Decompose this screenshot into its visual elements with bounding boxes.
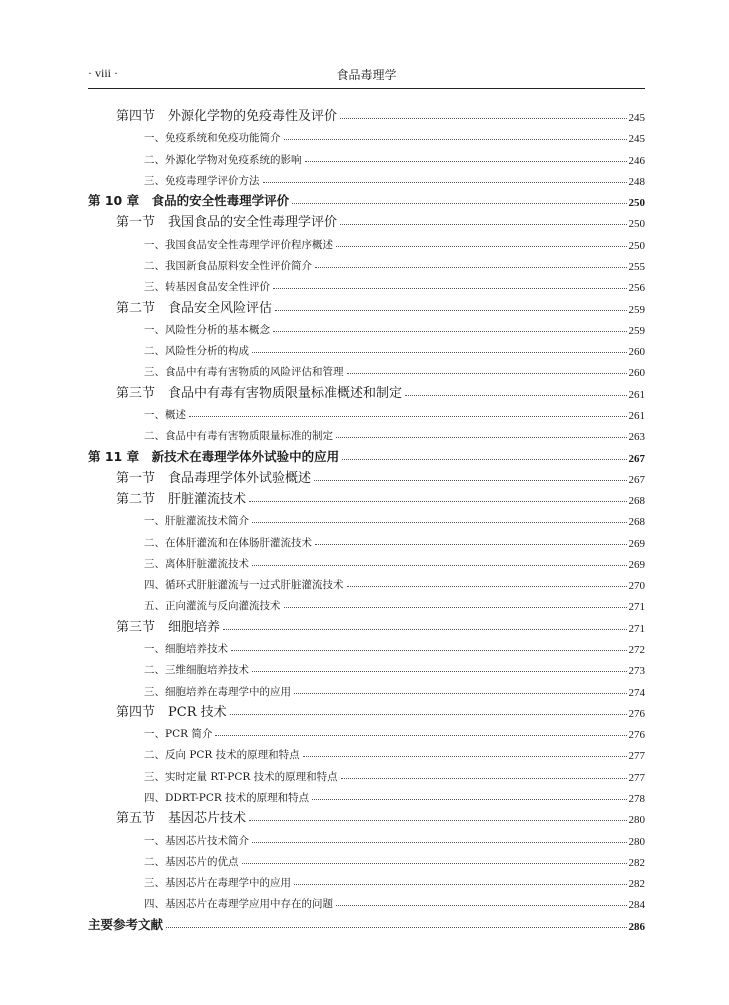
toc-item-row: [144, 742, 645, 762]
toc-page-number: 282: [628, 856, 645, 869]
toc-section-row: [116, 700, 645, 720]
toc-entry-title: 一、风险性分析的基本概念: [144, 323, 270, 336]
toc-entry-title: 二、外源化学物对免疫系统的影响: [144, 153, 302, 166]
toc-entry-title: 二、在体肝灌流和在体肠肝灌流技术: [144, 536, 312, 549]
toc-leader-dots: [231, 650, 627, 651]
toc-entry-title: 三、细胞培养在毒理学中的应用: [144, 685, 291, 698]
toc-leader-dots: [242, 863, 627, 864]
toc-page-number: 248: [628, 175, 645, 188]
toc-leader-dots: [336, 437, 627, 438]
toc-section-row: [116, 210, 645, 230]
toc-leader-dots: [273, 331, 627, 332]
toc-page-number: 267: [628, 473, 645, 486]
toc-page-number: 272: [628, 644, 645, 656]
toc-item-row: [144, 849, 645, 869]
toc-item-row: [144, 402, 645, 422]
toc-page-number: 245: [628, 112, 645, 124]
toc-entry-title: 五、正向灌流与反向灌流技术: [144, 600, 281, 613]
toc-leader-dots: [341, 778, 627, 779]
toc-leader-dots: [249, 820, 626, 821]
toc-item-row: [144, 125, 645, 145]
toc-leader-dots: [166, 927, 626, 928]
toc-leader-dots: [314, 480, 626, 481]
toc-page-number: 255: [628, 261, 645, 273]
toc-item-row: [144, 232, 645, 252]
toc-leader-dots: [294, 693, 627, 694]
toc-entry-title: 四、DDRT-PCR 技术的原理和特点: [144, 792, 310, 804]
toc-item-row: [144, 274, 645, 294]
toc-section-row: [116, 487, 645, 507]
toc-item-row: [144, 593, 645, 613]
toc-leader-dots: [263, 182, 627, 183]
toc-page-number: 280: [628, 835, 645, 848]
toc-section-row: [116, 806, 645, 826]
toc-leader-dots: [347, 373, 627, 374]
toc-section-row: [116, 381, 645, 401]
toc-entry-title: 第五节 基因芯片技术: [116, 811, 247, 827]
toc-item-row: [144, 317, 645, 337]
toc-page-number: 271: [628, 601, 645, 614]
toc-leader-dots: [336, 905, 627, 906]
toc-entry-title: 一、细胞培养技术: [144, 643, 228, 655]
toc-section-row: [116, 466, 645, 486]
toc-item-row: [144, 253, 645, 273]
toc-page-number: 245: [628, 133, 645, 146]
toc-leader-dots: [252, 522, 627, 523]
toc-leader-dots: [340, 118, 626, 119]
toc-entry-title: 二、反向 PCR 技术的原理和特点: [144, 749, 300, 762]
toc-leader-dots: [252, 352, 627, 353]
page-header: [88, 66, 645, 84]
toc-entry-title: 第 11 章 新技术在毒理学体外试验中的应用: [88, 448, 340, 464]
toc-entry-title: 二、食品中有毒有害物质限量标准的制定: [144, 430, 333, 443]
toc-page-number: 277: [628, 750, 645, 763]
toc-page-number: 250: [628, 218, 645, 231]
toc-leader-dots: [294, 884, 627, 885]
toc-entry-title: 四、循环式肝脏灌流与一过式肝脏灌流技术: [144, 579, 344, 592]
toc-entry-title: 第四节 PCR 技术: [116, 704, 227, 720]
toc-leader-dots: [315, 267, 627, 268]
toc-leader-dots: [249, 501, 626, 502]
toc-item-row: [144, 530, 645, 550]
toc-entry-title: 第二节 食品安全风险评估: [116, 300, 273, 316]
toc-entry-title: 三、实时定量 RT-PCR 技术的原理和特点: [144, 770, 338, 783]
toc-leader-dots: [223, 629, 626, 630]
toc-item-row: [144, 508, 645, 528]
toc-entry-title: 三、免疫毒理学评价方法: [144, 174, 260, 187]
page-number: · viii ·: [88, 66, 118, 80]
toc-item-row: [144, 636, 645, 656]
toc-page-number: 246: [628, 154, 645, 167]
toc-item-row: [144, 870, 645, 890]
toc-item-row: [144, 147, 645, 167]
toc-leader-dots: [336, 246, 627, 247]
toc-page-number: 271: [628, 622, 645, 635]
toc-leader-dots: [252, 671, 627, 672]
toc-entry-title: 三、基因芯片在毒理学中的应用: [144, 877, 291, 890]
toc-leader-dots: [252, 565, 627, 566]
toc-page-number: 274: [628, 686, 645, 699]
toc-page-number: 286: [628, 920, 645, 933]
toc-page-number: 263: [628, 431, 645, 444]
toc-section-row: [116, 104, 645, 124]
toc-page-number: 268: [628, 495, 645, 507]
toc-entry-title: 一、概述: [144, 408, 186, 421]
toc-page-number: 261: [628, 409, 645, 422]
toc-entry-title: 一、基因芯片技术简介: [144, 834, 249, 847]
toc-page-number: 259: [628, 324, 645, 337]
toc-page-number: 280: [628, 814, 645, 827]
toc-entry-title: 一、我国食品安全性毒理学评价程序概述: [144, 238, 333, 251]
toc-entry-title: 四、基因芯片在毒理学应用中存在的问题: [144, 898, 333, 911]
toc-page-number: 282: [628, 878, 645, 891]
toc-page-number: 269: [628, 537, 645, 550]
toc-page-number: 269: [628, 558, 645, 571]
toc-leader-dots: [230, 714, 627, 715]
toc-item-row: [144, 168, 645, 188]
toc-leader-dots: [275, 310, 626, 311]
toc-entry-title: 三、食品中有毒有害物质的风险评估和管理: [144, 366, 344, 379]
toc-page-number: 250: [628, 239, 645, 252]
toc-page-number: 260: [628, 346, 645, 359]
toc-entry-title: 第一节 我国食品的安全性毒理学评价: [116, 215, 338, 231]
toc-entry-title: 第 10 章 食品的安全性毒理学评价: [88, 193, 290, 209]
header-rule: [88, 88, 645, 89]
toc-item-row: [144, 679, 645, 699]
toc-leader-dots: [252, 842, 627, 843]
toc-entry-title: 第一节 食品毒理学体外试验概述: [116, 470, 312, 486]
toc-entry-title: 二、风险性分析的构成: [144, 345, 249, 358]
toc-page-number: 273: [628, 665, 645, 678]
toc-leader-dots: [405, 395, 626, 396]
toc-leader-dots: [215, 735, 626, 736]
toc-entry-title: 三、转基因食品安全性评价: [144, 281, 270, 294]
toc-leader-dots: [312, 799, 626, 800]
toc-item-row: [144, 828, 645, 848]
toc-entry-title: 第三节 细胞培养: [116, 619, 221, 635]
toc-page-number: 256: [628, 282, 645, 295]
toc-entry-title: 第二节 肝脏灌流技术: [116, 492, 247, 507]
toc-chapter-row: [88, 913, 645, 933]
toc-chapter-row: [88, 445, 645, 465]
toc-leader-dots: [284, 607, 627, 608]
toc-entry-title: 一、PCR 简介: [144, 728, 213, 741]
toc-entry-title: 二、三维细胞培养技术: [144, 664, 249, 677]
toc-page-number: 284: [628, 899, 645, 912]
toc-entry-title: 二、我国新食品原料安全性评价简介: [144, 260, 312, 272]
toc-entry-title: 第四节 外源化学物的免疫毒性及评价: [116, 109, 338, 124]
toc-item-row: [144, 721, 645, 741]
toc-entry-title: 二、基因芯片的优点: [144, 855, 239, 868]
toc-page-number: 268: [628, 516, 645, 529]
toc-entry-title: 主要参考文献: [88, 916, 164, 932]
toc-leader-dots: [284, 139, 627, 140]
toc-leader-dots: [303, 756, 627, 757]
toc-item-row: [144, 551, 645, 571]
toc-page-number: 250: [628, 197, 645, 210]
toc-leader-dots: [292, 203, 626, 204]
toc-entry-title: 一、肝脏灌流技术简介: [144, 515, 249, 528]
toc-section-row: [116, 615, 645, 635]
toc-page-number: 261: [628, 388, 645, 401]
toc-entry-title: 三、离体肝脏灌流技术: [144, 557, 249, 570]
toc-page-number: 277: [628, 771, 645, 784]
toc-leader-dots: [305, 161, 627, 162]
toc-page-number: 270: [628, 580, 645, 593]
toc-page-number: 276: [628, 707, 645, 720]
toc-page-number: 278: [628, 793, 645, 805]
toc-leader-dots: [273, 288, 627, 289]
toc-entry-title: 一、免疫系统和免疫功能简介: [144, 132, 281, 145]
toc-item-row: [144, 764, 645, 784]
book-title: 食品毒理学: [336, 68, 397, 82]
toc-section-row: [116, 296, 645, 316]
toc-page-number: 276: [628, 729, 645, 742]
toc-page-number: 260: [628, 367, 645, 380]
toc-item-row: [144, 572, 645, 592]
toc-entry-title: 第三节 食品中有毒有害物质限量标准概述和制定: [116, 385, 403, 401]
toc-item-row: [144, 359, 645, 379]
toc-chapter-row: [88, 189, 645, 209]
toc-page-number: 259: [628, 303, 645, 316]
toc-leader-dots: [340, 224, 626, 225]
toc-item-row: [144, 891, 645, 911]
toc-item-row: [144, 338, 645, 358]
toc-item-row: [144, 423, 645, 443]
toc-leader-dots: [315, 544, 627, 545]
toc-leader-dots: [347, 586, 627, 587]
toc-leader-dots: [189, 416, 627, 417]
toc-item-row: [144, 785, 645, 805]
toc-page-number: 267: [628, 452, 645, 465]
toc-item-row: [144, 657, 645, 677]
toc-leader-dots: [342, 459, 626, 460]
